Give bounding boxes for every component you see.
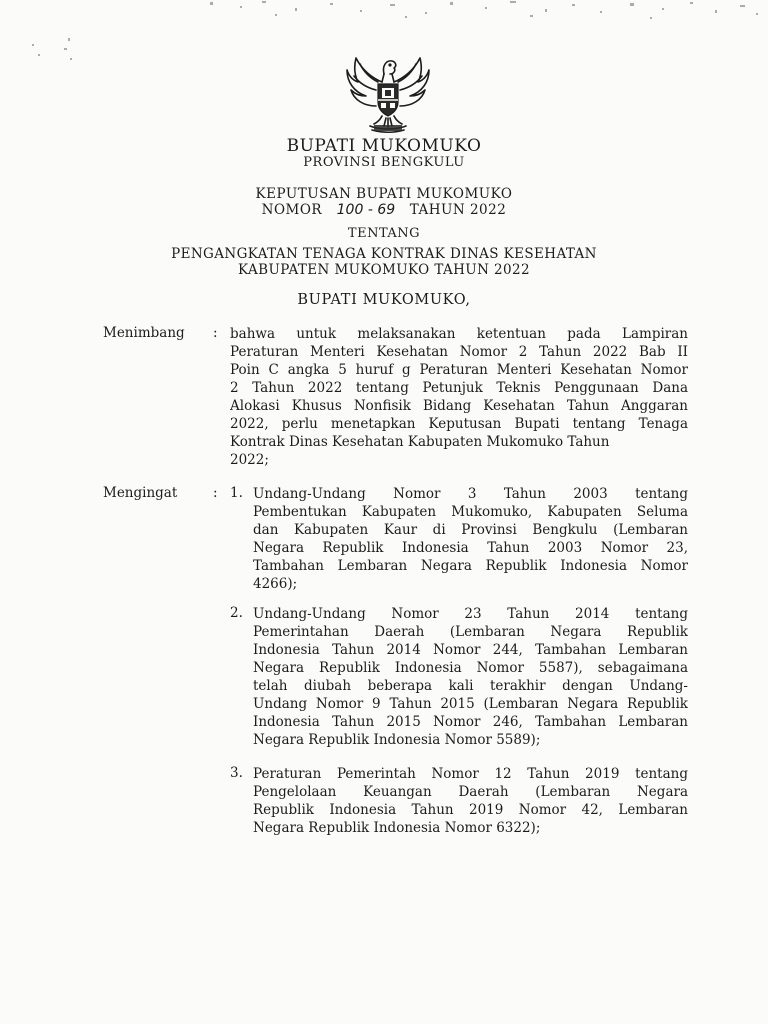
text-line: Undang-Undang Nomor 23 Tahun 2014 tentang xyxy=(253,606,688,622)
subject-line-1: PENGANGKATAN TENAGA KONTRAK DINAS KESEHATAN xyxy=(171,246,597,262)
text-line: Pemerintahan Daerah (Lembaran Negara Republik xyxy=(253,624,688,640)
mengingat-label: Mengingat xyxy=(103,485,178,501)
list-item-number: 3. xyxy=(230,765,243,781)
garuda-emblem-icon xyxy=(344,52,432,136)
text-line: Peraturan Menteri Kesehatan Nomor 2 Tahun 2022 Bab II xyxy=(230,344,688,360)
about-heading: TENTANG xyxy=(347,226,421,241)
text-line: Poin C angka 5 huruf g Peraturan Menteri Kesehatan Nomor xyxy=(230,362,688,378)
mengingat-colon: : xyxy=(213,485,218,501)
text-line: 2022; xyxy=(230,452,269,468)
text-line: dan Kabupaten Kaur di Provinsi Bengkulu (Lembaran xyxy=(253,522,688,538)
text-line: Republik Indonesia Tahun 2019 Nomor 42, Lembaran xyxy=(253,802,688,818)
scan-noise xyxy=(200,0,768,22)
list-item-number: 1. xyxy=(230,485,243,501)
text-line: bahwa untuk melaksanakan ketentuan pada Lampiran xyxy=(230,326,688,342)
list-item xyxy=(253,485,688,593)
text-line: Pembentukan Kabupaten Mukomuko, Kabupaten Seluma xyxy=(253,504,688,520)
text-line: Negara Republik Indonesia Nomor 5587), sebagaimana xyxy=(253,660,688,676)
decree-title: KEPUTUSAN BUPATI MUKOMUKO xyxy=(255,186,513,202)
menimbang-label: Menimbang xyxy=(103,325,185,341)
text-line: Indonesia Tahun 2014 Nomor 244, Tambahan Lembaran xyxy=(253,642,688,658)
text-line: Undang Nomor 9 Tahun 2015 (Lembaran Negara Republik xyxy=(253,696,688,712)
text-line: Alokasi Khusus Nonfisik Bidang Kesehatan Tahun Anggaran xyxy=(230,398,688,414)
menimbang-paragraph xyxy=(230,325,688,469)
subject-line-2: KABUPATEN MUKOMUKO TAHUN 2022 xyxy=(238,262,530,278)
scan-noise-specks xyxy=(200,0,768,22)
issuer-heading: BUPATI MUKOMUKO, xyxy=(297,292,471,308)
text-line: Negara Republik Indonesia Tahun 2003 Nomor 23, xyxy=(253,540,688,556)
decree-number-line xyxy=(0,202,768,218)
issuer-title: BUPATI MUKOMUKO xyxy=(286,136,482,156)
text-line: Negara Republik Indonesia Nomor 5589); xyxy=(253,732,541,748)
text-line: Negara Republik Indonesia Nomor 6322); xyxy=(253,820,541,836)
text-line: telah diubah beberapa kali terakhir dengan Undang- xyxy=(253,678,688,694)
list-item xyxy=(253,765,688,837)
text-line: Peraturan Pemerintah Nomor 12 Tahun 2019 tentang xyxy=(253,766,688,782)
margin-specks xyxy=(30,36,80,66)
text-line: 4266); xyxy=(253,576,298,592)
number-suffix: TAHUN 2022 xyxy=(409,202,507,218)
text-line: 2 Tahun 2022 tentang Petunjuk Teknis Penggunaan Dana xyxy=(230,380,688,396)
garuda-emblem-drawing xyxy=(344,52,432,136)
number-handwritten: 100 - 69 xyxy=(336,202,396,218)
text-line: Indonesia Tahun 2015 Nomor 246, Tambahan Lembaran xyxy=(253,714,688,730)
text-line: Kontrak Dinas Kesehatan Kabupaten Mukomuko Tahun xyxy=(230,434,610,450)
list-item xyxy=(253,605,688,749)
number-prefix: NOMOR xyxy=(261,202,323,218)
province-name: PROVINSI BENGKULU xyxy=(303,155,465,170)
text-line: 2022, perlu menetapkan Keputusan Bupati tentang Tenaga xyxy=(230,416,688,432)
text-line: Pengelolaan Keuangan Daerah (Lembaran Negara xyxy=(253,784,688,800)
text-line: Undang-Undang Nomor 3 Tahun 2003 tentang xyxy=(253,486,688,502)
list-item-number: 2. xyxy=(230,605,243,621)
menimbang-colon: : xyxy=(213,325,218,341)
text-line: Tambahan Lembaran Negara Republik Indonesia Nomor xyxy=(253,558,688,574)
